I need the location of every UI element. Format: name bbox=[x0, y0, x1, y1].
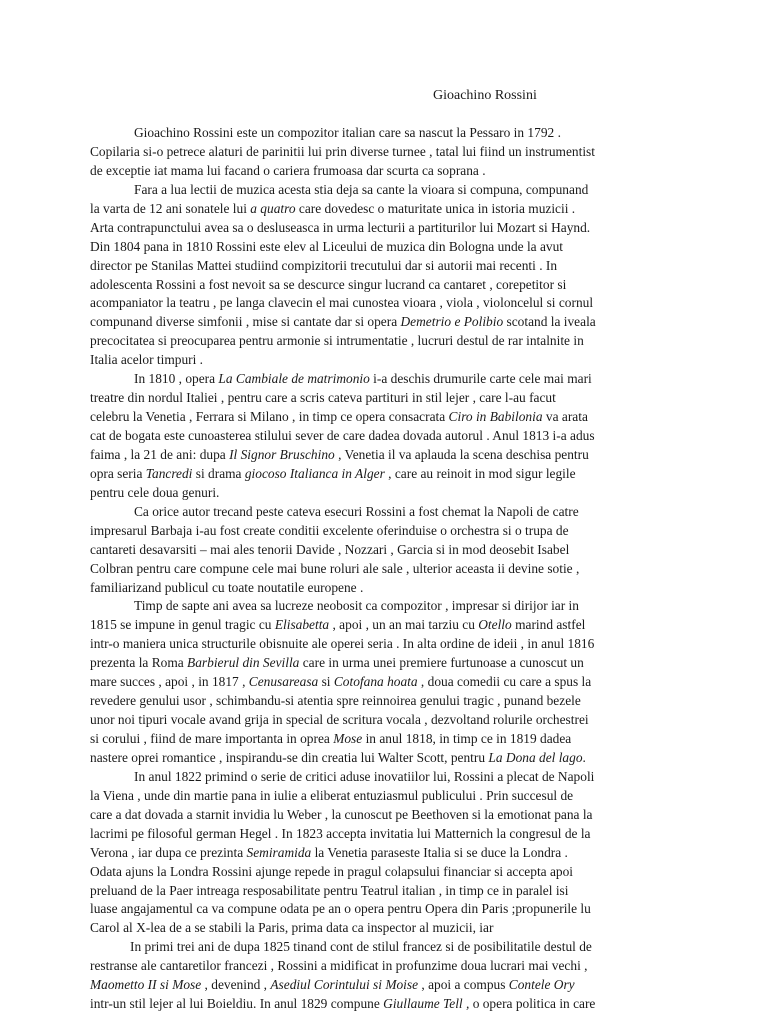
text-segment: adolescenta Rossini a fost nevoit sa se descurce singur lucrand ca cantaret , corepetitor si bbox=[90, 276, 567, 292]
italic-title-text: Ciro in Babilonia bbox=[448, 409, 543, 425]
text-segment: nastere oprei romantice , inspirandu-se din creatia lui Walter Scott, pentru bbox=[90, 749, 489, 765]
text-segment: preluand de la Paer intreaga resposabilitate pentru Teatrul italian , in timp ce in paralel isi bbox=[90, 882, 569, 898]
text-line bbox=[90, 484, 680, 503]
text-segment: In anul 1822 primind o serie de critici aduse inovatiilor lui, Rossini a plecat de Napoli bbox=[134, 768, 595, 784]
text-segment: unor noi tipuri vocale avand grija in special de scritura vocala , dezvoltand rolurile orchestrei bbox=[90, 712, 589, 728]
italic-title-text: Elisabetta bbox=[274, 617, 330, 633]
text-line bbox=[90, 919, 680, 938]
italic-title-text: a quatro bbox=[250, 200, 296, 216]
text-segment: 1815 se impune in genul tragic cu bbox=[90, 617, 275, 633]
text-segment: Ca orice autor trecand peste cateva esecuri Rossini a fost chemat la Napoli de catre bbox=[134, 503, 579, 519]
text-line bbox=[90, 938, 680, 957]
text-line bbox=[90, 238, 680, 257]
italic-title-text: La Cambiale de matrimonio bbox=[218, 371, 370, 387]
text-segment: marind astfel bbox=[511, 617, 586, 633]
text-segment: treatre din nordul Italiei , pentru care a scris cateva partituri in stil lejer , care l-au facut bbox=[90, 390, 556, 406]
italic-title-text: Cotofana hoata bbox=[333, 674, 418, 690]
text-segment: , devenind , bbox=[201, 977, 271, 993]
text-line bbox=[90, 635, 680, 654]
text-line bbox=[90, 503, 680, 522]
text-segment: i-a deschis drumurile carte cele mai mari bbox=[369, 371, 592, 387]
text-segment: cantareti desavarsiti – mai ales tenorii Davide , Nozzari , Garcia si in mod deosebit Isabel bbox=[90, 541, 570, 557]
text-segment: Carol al X-lea de a se stabili la Paris, prima data ca inspector al muzicii, iar bbox=[90, 920, 494, 936]
text-segment: va arata bbox=[542, 409, 588, 425]
text-segment: . bbox=[582, 749, 586, 765]
text-line bbox=[90, 957, 680, 976]
text-segment: care a dat dovada a starnit invidia lu Weber , la cunoscut pe Beethoven si la emotionat pana la bbox=[90, 806, 593, 822]
text-segment: cat de bogata este cunoasterea stilului sever de care dadea dovada autorul . Anul 1813 i-a adus bbox=[90, 428, 595, 443]
text-line bbox=[90, 427, 680, 446]
text-line bbox=[90, 730, 680, 749]
text-line bbox=[90, 900, 680, 919]
text-segment: Italia acelor timpuri . bbox=[90, 352, 204, 368]
text-segment: la Viena , unde din martie pana in iulie a eliberat entuziasmul publicului . Prin succesul de bbox=[90, 787, 574, 803]
italic-title-text: Contele Ory bbox=[508, 977, 575, 993]
text-segment: care dovedesc o maturitate unica in istoria muzicii . bbox=[295, 200, 576, 216]
text-line bbox=[90, 294, 680, 313]
text-segment: faima , la 21 de ani: dupa bbox=[90, 446, 230, 462]
text-segment: revedere genului usor , schimbandu-si atentia spre reinnoirea genului tragic , punand bezele bbox=[90, 693, 581, 709]
text-line bbox=[90, 882, 680, 901]
text-line bbox=[90, 616, 680, 635]
text-segment: scotand la iveala bbox=[503, 314, 596, 330]
text-segment: intr-o maniera unica structurile obisnuite ale operei seria . In alta ordine de ideii , in anul 1816 bbox=[90, 636, 595, 652]
text-line bbox=[90, 200, 680, 219]
text-segment: si corului , fiind de mare importanta in oprea bbox=[90, 731, 334, 746]
text-line bbox=[90, 692, 680, 711]
italic-title-text: Tancredi bbox=[145, 465, 193, 481]
italic-title-text: Semiramida bbox=[246, 844, 312, 860]
text-segment: Timp de sapte ani avea sa lucreze neobosit ca compozitor , impresar si dirijor iar in bbox=[134, 598, 579, 614]
text-segment: Arta contrapunctului avea sa o desluseasca in urma lecturii a partiturilor lui Mozart si Haynd. bbox=[90, 219, 591, 235]
text-line bbox=[90, 181, 680, 200]
text-line bbox=[90, 597, 680, 616]
text-segment: pentru cele doua genuri. bbox=[90, 484, 220, 500]
text-line bbox=[90, 749, 680, 768]
italic-title-text: Otello bbox=[478, 617, 512, 633]
text-segment: care in urma unei premiere furtunoase a cunoscut un bbox=[299, 655, 584, 671]
text-segment: si drama bbox=[192, 465, 245, 481]
italic-title-text: Cenusareasa bbox=[248, 674, 319, 690]
text-line bbox=[90, 522, 680, 541]
text-line bbox=[90, 541, 680, 560]
text-segment: familiarizand publicul cu toate noutatile europene . bbox=[90, 579, 364, 595]
text-line bbox=[90, 332, 680, 351]
text-line bbox=[90, 654, 680, 673]
text-line bbox=[90, 124, 680, 143]
text-segment: si bbox=[318, 674, 334, 690]
text-segment: in anul 1818, in timp ce in 1819 dadea bbox=[362, 731, 572, 746]
text-segment: opra seria bbox=[90, 465, 146, 481]
text-line bbox=[90, 976, 680, 995]
text-line bbox=[90, 711, 680, 730]
text-line bbox=[90, 844, 680, 863]
text-segment: luase angajamentul ca va compune odata pe an o opera pentru Opera din Paris ;propunerile lu bbox=[90, 901, 591, 917]
italic-title-text: Giullaume Tell , bbox=[383, 996, 470, 1012]
text-line bbox=[90, 162, 680, 181]
text-line bbox=[90, 465, 680, 484]
text-segment: director pe Stanilas Mattei studiind compizitorii trecutului dar si autorii mai recenti . In bbox=[90, 257, 558, 273]
text-segment: la varta de 12 ani sonatele lui bbox=[90, 200, 251, 216]
text-line bbox=[90, 787, 680, 806]
text-line bbox=[90, 389, 680, 408]
text-segment: Copilaria si-o petrece alaturi de parinitii lui prin diverse turnee , tatal lui fiind un instrumentist bbox=[90, 143, 595, 159]
text-segment: prezenta la Roma bbox=[90, 655, 188, 671]
text-line bbox=[90, 370, 680, 389]
italic-title-text: giocoso Italianca in Alger bbox=[244, 465, 385, 481]
italic-title-text: Maometto II si Mose bbox=[90, 977, 202, 993]
text-line bbox=[90, 825, 680, 844]
italic-title-text: Asediul Corintului si Moise bbox=[270, 977, 419, 993]
text-segment: acompaniator la teatru , pe langa clavecin el mai cunostea vioara , viola , violoncelul si cornul bbox=[90, 295, 594, 311]
text-segment: In primi trei ani de dupa 1825 tinand cont de stilul francez si de posibilitatile destul de bbox=[130, 939, 592, 955]
text-line bbox=[90, 408, 680, 427]
text-segment: Colbran pentru care compune cele mai bune roluri ale sale , ulterior aceasta ii devine sotie , bbox=[90, 560, 580, 576]
text-segment: , care au reinoit in mod sigur legile bbox=[384, 465, 576, 481]
text-line bbox=[90, 313, 680, 332]
text-line bbox=[90, 446, 680, 465]
italic-title-text: Barbierul din Sevilla bbox=[187, 655, 300, 671]
text-line bbox=[90, 219, 680, 238]
text-segment: Odata ajuns la Londra Rossini ajunge repede in pragul colapsului financiar si accepta apoi bbox=[90, 863, 574, 879]
text-segment: restranse ale cantaretilor francezi , Rossini a midificat in profunzime doua lucrari mai vechi , bbox=[90, 958, 588, 974]
text-segment: lacrimi pe filosoful german Hegel . In 1823 accepta invitatia lui Matternich la congresul de la bbox=[90, 825, 591, 841]
text-line bbox=[90, 863, 680, 882]
text-segment: impresarul Barbaja i-au fost create conditii excelente oferinduise o orchestra si o trupa de bbox=[90, 522, 569, 538]
text-line bbox=[90, 351, 680, 370]
text-segment: Verona , iar dupa ce prezinta bbox=[90, 844, 247, 860]
text-segment: , Venetia il va aplauda la scena deschisa pentru bbox=[334, 446, 589, 462]
italic-title-text: La Dona del lago bbox=[488, 749, 583, 765]
text-segment: In 1810 , opera bbox=[134, 371, 219, 387]
text-segment: Gioachino Rossini este un compozitor italian care sa nascut la Pessaro in 1792 . bbox=[134, 125, 561, 140]
text-segment: celebru la Venetia , Ferrara si Milano , in timp ce opera consacrata bbox=[90, 409, 449, 425]
text-line bbox=[90, 806, 680, 825]
italic-title-text: Mose bbox=[333, 731, 363, 746]
text-segment: , apoi , un an mai tarziu cu bbox=[329, 617, 479, 633]
text-segment: precocitatea si preocuparea pentru armonie si intrumentatie , lucruri destul de rar intalnite in bbox=[90, 333, 584, 349]
text-segment: , apoi a compus bbox=[418, 977, 509, 993]
text-line bbox=[90, 257, 680, 276]
text-segment: Din 1804 pana in 1810 Rossini este elev al Liceului de muzica din Bologna unde la avut bbox=[90, 238, 564, 254]
text-line bbox=[90, 768, 680, 787]
text-segment: , doua comedii cu care a spus la bbox=[417, 674, 592, 690]
text-line bbox=[90, 143, 680, 162]
text-segment: la Venetia paraseste Italia si se duce la Londra . bbox=[311, 844, 568, 860]
text-segment: intr-un stil lejer al lui Boieldiu. In anul 1829 compune bbox=[90, 996, 384, 1012]
text-line bbox=[90, 560, 680, 579]
text-segment: Fara a lua lectii de muzica acesta stia deja sa cante la vioara si compuna, compunand bbox=[134, 181, 589, 197]
text-line bbox=[90, 579, 680, 598]
text-segment: compunand diverse simfonii , mise si cantate dar si opera bbox=[90, 314, 401, 330]
text-segment: o opera politica in care bbox=[469, 996, 596, 1012]
text-line bbox=[90, 673, 680, 692]
text-line bbox=[90, 276, 680, 295]
text-segment: mare succes , apoi , in 1817 , bbox=[90, 674, 249, 690]
italic-title-text: Il Signor Bruschino bbox=[229, 446, 335, 462]
italic-title-text: Demetrio e Polibio bbox=[400, 314, 504, 330]
document-body bbox=[90, 124, 680, 1014]
document-title: Gioachino Rossini bbox=[433, 88, 537, 103]
text-line bbox=[90, 995, 680, 1014]
text-segment: de exceptie iat mama lui facand o cariera frumoasa dar scurta ca soprana . bbox=[90, 162, 486, 178]
